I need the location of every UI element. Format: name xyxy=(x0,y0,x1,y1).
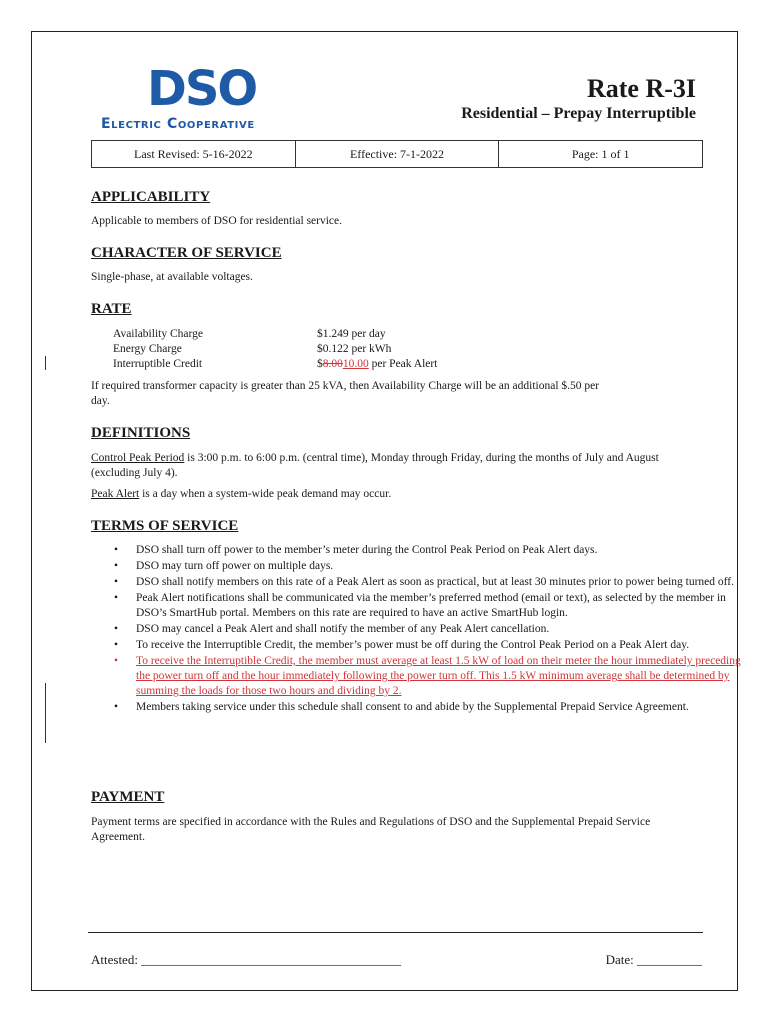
payment-heading: PAYMENT xyxy=(91,789,165,805)
rate-title: Rate R-3I xyxy=(586,74,696,103)
change-bar xyxy=(45,683,46,743)
applicability-heading: APPLICABILITY xyxy=(91,189,211,205)
rate-value-prefix: $ xyxy=(317,358,323,370)
company-logo-subtitle: Electric Cooperative xyxy=(101,116,255,132)
rate-label: Energy Charge xyxy=(113,343,182,355)
list-item: • To receive the Interruptible Credit, the member’s power must be off during the Control Peak Period on a Peak Alert day. xyxy=(136,638,746,653)
change-bar xyxy=(45,356,46,370)
character-heading: CHARACTER OF SERVICE xyxy=(91,245,282,261)
rate-value-suffix: per Peak Alert xyxy=(368,358,438,370)
effective-date: Effective: 7-1-2022 xyxy=(296,141,500,167)
rate-row xyxy=(113,327,437,342)
rate-label: Availability Charge xyxy=(113,328,203,340)
terms-heading: TERMS OF SERVICE xyxy=(91,518,239,534)
list-item: • Members taking service under this schedule shall consent to and abide by the Supplemental Prepaid Service Agreement. xyxy=(136,700,746,715)
definition-text: is 3:00 p.m. to 6:00 p.m. (central time), Monday through Friday, during the months of July and August (excluding July 4). xyxy=(91,452,659,479)
applicability-text: Applicable to members of DSO for residential service. xyxy=(91,215,343,227)
rate-value xyxy=(317,357,437,372)
list-item: • To receive the Interruptible Credit, the member must average at least 1.5 kW of load on their meter the hour immediately preceding the power turn off and the hour immediately following the power turn off. This 1.5 kW minimum average shall be determined by summing the loads for those two hours and dividing by 2. xyxy=(136,654,746,699)
rate-value: $0.122 per kWh xyxy=(317,343,392,355)
character-text: Single-phase, at available voltages. xyxy=(91,271,253,283)
rate-note: If required transformer capacity is greater than 25 kVA, then Availability Charge will be an additional $.50 per day. xyxy=(91,380,600,407)
last-revised: Last Revised: 5-16-2022 xyxy=(92,141,296,167)
payment-text: Payment terms are specified in accordance with the Rules and Regulations of DSO and the Supplemental Prepaid Service Agreement. xyxy=(91,816,651,843)
rate-label: Interruptible Credit xyxy=(113,358,203,370)
revision-info-row xyxy=(91,140,703,168)
definitions-heading: DEFINITIONS xyxy=(91,425,191,441)
rate-value: $1.249 per day xyxy=(317,328,386,340)
attested-line: Attested: ________________________________________ xyxy=(91,952,402,967)
list-item: • DSO shall notify members on this rate of a Peak Alert as soon as practical, but at least 30 minutes prior to power being turned off. xyxy=(136,575,746,590)
signature-divider xyxy=(88,932,703,933)
rate-row xyxy=(113,342,437,357)
definition-term: Peak Alert xyxy=(91,488,140,500)
list-item: • DSO shall turn off power to the member’s meter during the Control Peak Period on Peak Alert days. xyxy=(136,543,746,558)
rate-table xyxy=(113,327,437,372)
list-item: • Peak Alert notifications shall be communicated via the member’s preferred method (email or text), as selected by the member in DSO’s SmartHub portal. Members on this rate are required to have an active SmartHub login. xyxy=(136,591,746,621)
date-line: Date: __________ xyxy=(605,952,702,967)
rate-subtitle: Residential – Prepay Interruptible xyxy=(461,105,696,122)
definition-item xyxy=(91,487,701,502)
definition-item xyxy=(91,451,701,481)
rate-row xyxy=(113,357,437,372)
definition-text: is a day when a system-wide peak demand may occur. xyxy=(139,488,392,500)
list-item: • DSO may cancel a Peak Alert and shall notify the member of any Peak Alert cancellation. xyxy=(136,622,746,637)
rate-heading: RATE xyxy=(91,301,132,317)
terms-list xyxy=(91,543,746,716)
definition-term: Control Peak Period xyxy=(91,452,185,464)
page-border xyxy=(31,31,738,991)
inserted-value: 10.00 xyxy=(342,358,369,370)
list-item: • DSO may turn off power on multiple days. xyxy=(136,559,746,574)
company-logo: DSO xyxy=(147,61,257,117)
page-number: Page: 1 of 1 xyxy=(571,146,630,161)
deleted-value: 8.00 xyxy=(322,358,343,370)
